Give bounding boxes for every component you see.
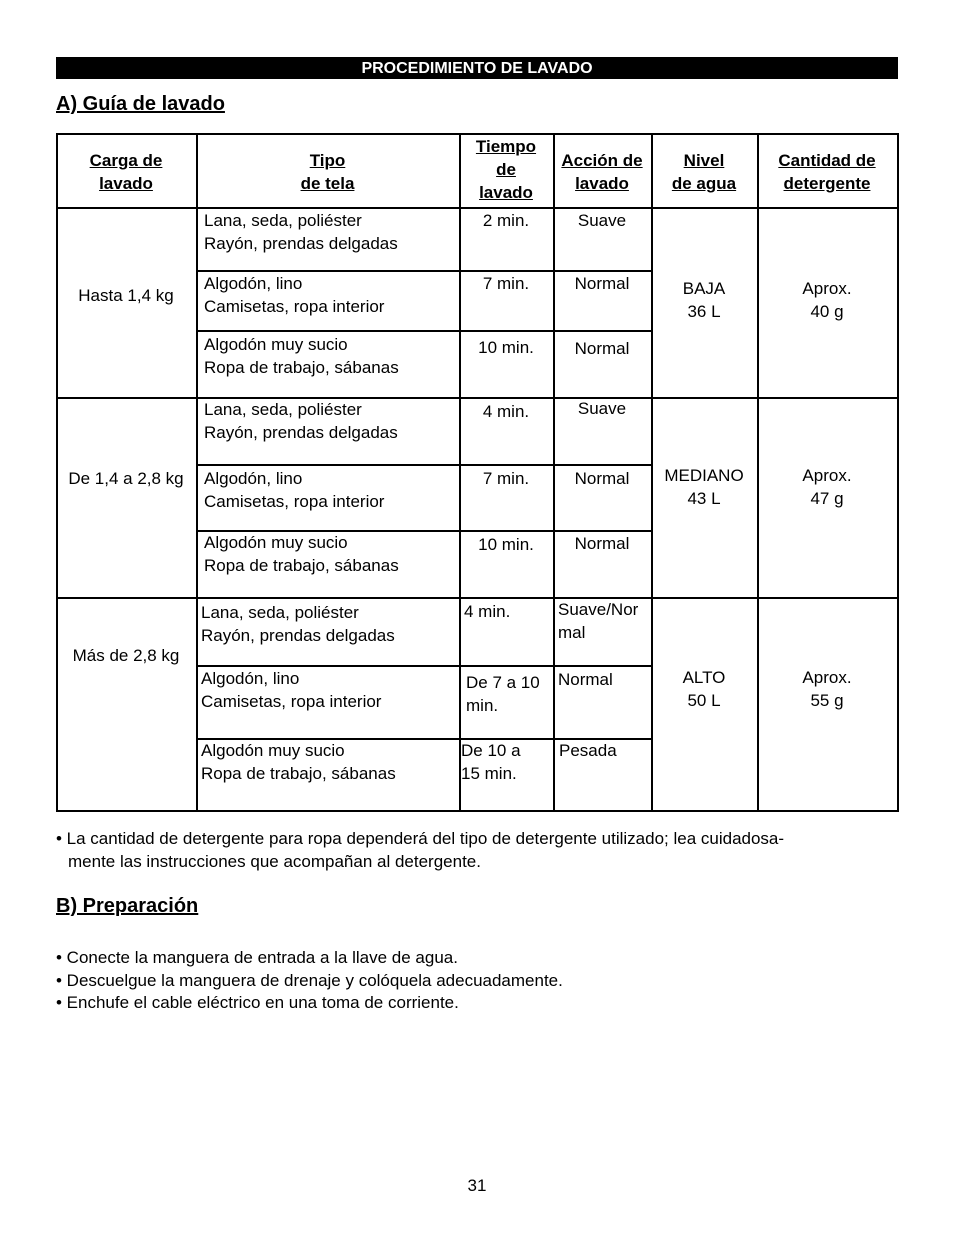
wash-action-line: Suave/Nor [558,600,639,619]
wash-time [461,739,521,785]
table-inner-rule [196,330,651,332]
fabric-type-line: Ropa de trabajo, sábanas [201,764,396,783]
water-level [651,277,757,323]
fabric-type [201,601,395,647]
footnote-line-2: mente las instrucciones que acompañan al detergente. [68,851,481,871]
fabric-type-line: Ropa de trabajo, sábanas [204,358,399,377]
wash-time [459,209,553,232]
load-range-line: Más de 2,8 kg [72,646,180,665]
section-banner: PROCEDIMIENTO DE LAVADO [56,57,898,79]
fabric-type [204,272,384,318]
wash-action-line: Normal [574,274,630,293]
water-level [651,464,757,510]
prep-item: • Descuelgue la manguera de drenaje y colóquela adecuadamente. [56,970,563,990]
header-tipo [196,149,459,195]
wash-time [466,671,540,717]
table-inner-rule [196,464,651,466]
wash-time-line: 10 min. [478,338,534,357]
wash-action-line: Normal [574,469,630,488]
header-tipo-line: Tipo [309,151,346,170]
water-level [651,666,757,712]
wash-time [459,336,553,359]
header-tiempo-line: lavado [479,183,533,202]
detergent-amount-line: Aprox. [802,466,852,485]
water-level-line: MEDIANO [664,466,744,485]
fabric-type [204,467,384,513]
washing-guide-table [56,133,899,812]
header-accion-line: lavado [575,174,629,193]
header-nivel-line: de agua [671,174,737,193]
load-range [56,467,196,490]
fabric-type-line: Camisetas, ropa interior [204,297,385,316]
header-cantidad [757,149,897,195]
fabric-type-line: Rayón, prendas delgadas [204,423,398,442]
preparation-list [56,947,563,1015]
header-tiempo-line: Tiempo [475,137,537,156]
fabric-type [204,333,399,379]
header-carga-line: Carga de [89,151,163,170]
water-level-line: 43 L [687,489,721,508]
fabric-type-line: Algodón, lino [201,669,300,688]
header-accion [553,149,651,195]
footnote-line-1: • La cantidad de detergente para ropa dependerá del tipo de detergente utilizado; lea cuidadosa- [56,829,785,848]
wash-action [559,739,617,762]
header-accion-line: Acción de [561,151,643,170]
wash-time-line: 7 min. [482,274,530,293]
water-level-line: BAJA [682,279,726,298]
fabric-type-line: Algodón muy sucio [201,741,345,760]
wash-time [459,467,553,490]
water-level-line: ALTO [682,668,726,687]
fabric-type-line: Algodón muy sucio [204,335,348,354]
fabric-type-line: Lana, seda, poliéster [204,400,362,419]
table-row-rule [56,397,899,399]
prep-item: • Conecte la manguera de entrada a la llave de agua. [56,948,458,967]
detergent-amount-line: 47 g [810,489,844,508]
page-number: 31 [467,1176,487,1195]
wash-action-line: Normal [558,670,613,689]
wash-action-line: Pesada [559,741,617,760]
wash-time-line: 15 min. [461,764,517,783]
wash-action [553,467,651,490]
fabric-type [201,739,396,785]
header-carga-line: lavado [99,174,153,193]
section-b-heading: B) Preparación [56,895,199,917]
water-level-line: 36 L [687,302,721,321]
wash-action [553,209,651,232]
fabric-type-line: Rayón, prendas delgadas [201,626,395,645]
wash-time-line: min. [466,696,499,715]
wash-time-line: 4 min. [464,602,511,621]
wash-action [553,532,651,555]
detergent-amount [757,277,897,323]
wash-time-line: 7 min. [482,469,530,488]
header-tiempo [459,135,553,204]
fabric-type-line: Camisetas, ropa interior [204,492,385,511]
fabric-type-line: Algodón, lino [204,469,303,488]
wash-action-line: Normal [574,534,630,553]
wash-time-line: 2 min. [482,211,530,230]
wash-time-line: De 7 a 10 [466,673,540,692]
detergent-amount-line: 55 g [810,691,844,710]
wash-time [459,272,553,295]
fabric-type [204,398,398,444]
wash-action-line: Suave [577,399,627,418]
load-range-line: De 1,4 a 2,8 kg [68,469,184,488]
fabric-type-line: Camisetas, ropa interior [201,692,382,711]
fabric-type-line: Ropa de trabajo, sábanas [204,556,399,575]
detergent-amount [757,666,897,712]
fabric-type-line: Rayón, prendas delgadas [204,234,398,253]
header-tiempo-line: de [496,160,516,179]
fabric-type [201,667,381,713]
table-column-rule [897,133,899,812]
header-nivel [651,149,757,195]
table-row-rule [56,597,899,599]
detergent-footnote [56,828,784,873]
wash-time [464,600,510,623]
detergent-amount-line: 40 g [810,302,844,321]
wash-time [459,533,553,556]
header-carga [56,149,196,195]
header-nivel-line: Nivel [683,151,725,170]
fabric-type-line: Lana, seda, poliéster [201,603,359,622]
table-row-rule [56,810,899,812]
wash-time [459,400,553,423]
detergent-amount [757,464,897,510]
detergent-amount-line: Aprox. [802,279,852,298]
wash-time-line: 4 min. [482,402,530,421]
table-column-rule [196,133,198,812]
load-range [56,284,196,307]
load-range [56,644,196,667]
wash-time-line: 10 min. [478,535,534,554]
fabric-type-line: Lana, seda, poliéster [204,211,362,230]
wash-action [553,337,651,360]
detergent-amount-line: Aprox. [802,668,852,687]
wash-action-line: mal [558,623,586,642]
wash-action-line: Normal [574,339,630,358]
wash-action [558,668,613,691]
water-level-line: 50 L [687,691,721,710]
fabric-type [204,209,398,255]
load-range-line: Hasta 1,4 kg [78,286,174,305]
fabric-type-line: Algodón, lino [204,274,303,293]
section-a-heading: A) Guía de lavado [56,93,225,115]
wash-time-line: De 10 a [461,741,521,760]
prep-item: • Enchufe el cable eléctrico en una toma de corriente. [56,993,459,1012]
fabric-type-line: Algodón muy sucio [204,533,348,552]
header-cantidad-line: detergente [783,174,871,193]
wash-action-line: Suave [577,211,627,230]
wash-action [553,397,651,420]
fabric-type [204,531,399,577]
wash-action [558,598,638,644]
header-tipo-line: de tela [300,174,355,193]
header-cantidad-line: Cantidad de [778,151,876,170]
wash-action [553,272,651,295]
